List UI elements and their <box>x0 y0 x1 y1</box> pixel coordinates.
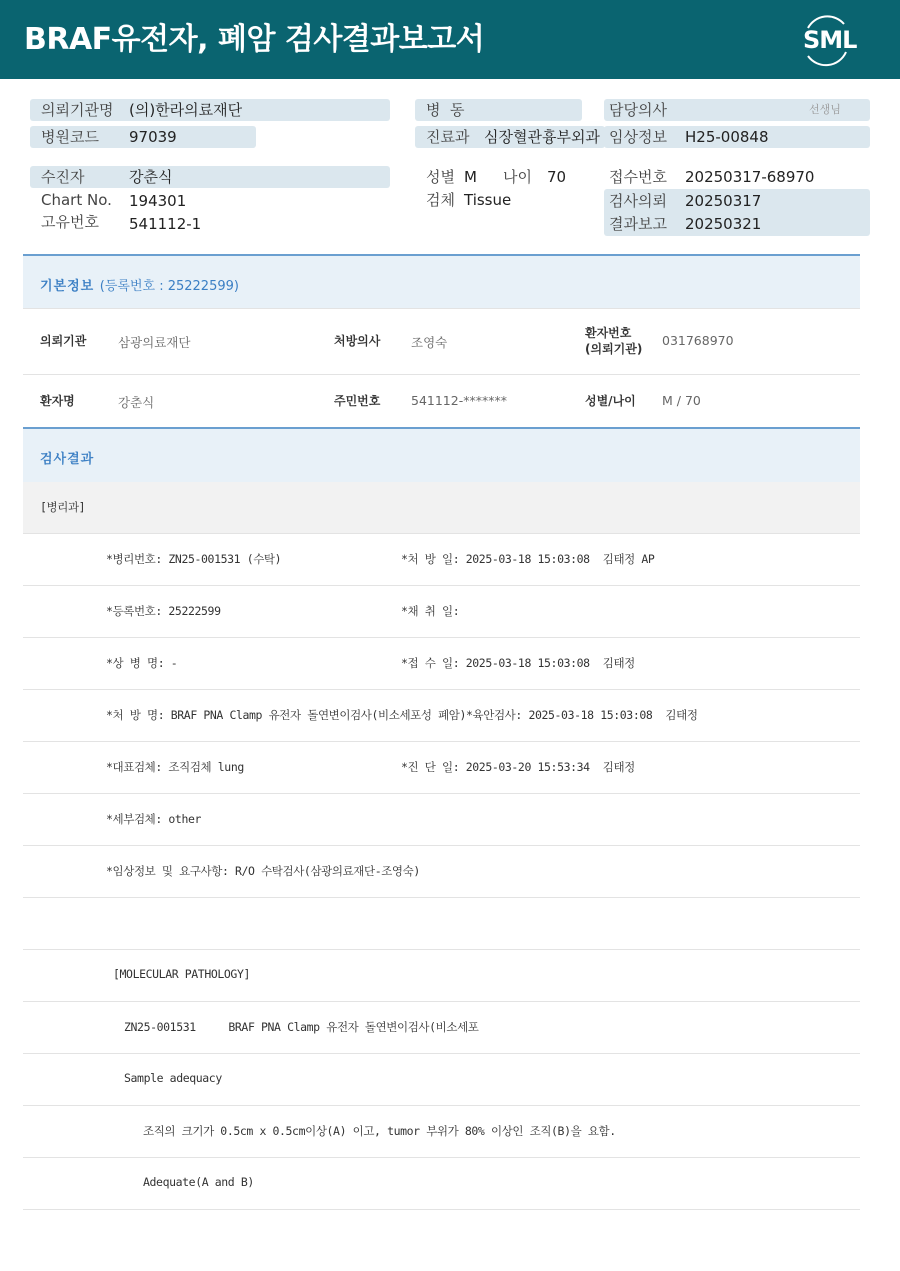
ward-label: 병 동 <box>426 101 465 119</box>
result-left: *병리번호: ZN25-001531 (수탁) <box>106 552 282 566</box>
result-row <box>23 950 860 1002</box>
uid-label: 고유번호 <box>41 213 99 231</box>
info-label: 주민번호 <box>334 394 381 408</box>
info-value: 삼광의료재단 <box>118 335 191 350</box>
info-label: 환자번호 (의뢰기관) <box>585 326 643 356</box>
logo-text: SML <box>803 26 857 54</box>
age-label: 나이 <box>503 168 532 186</box>
clinical-label: 임상정보 <box>609 128 667 146</box>
info-value: 031768970 <box>662 333 734 348</box>
info-value: 조영숙 <box>411 335 448 350</box>
request-label: 검사의뢰 <box>609 192 667 210</box>
hospital-code-label: 병원코드 <box>41 128 99 146</box>
result-left: *등록번호: 25222599 <box>106 604 221 618</box>
result-row <box>23 742 860 794</box>
result-left: *상 병 명: - <box>106 656 178 670</box>
result-left: *처 방 명: BRAF PNA Clamp 유전자 돌연변이검사(비소세포성 폐암)*육안검사: 2025-03-18 15:03:08 김태정 <box>106 708 698 722</box>
institution-label: 의뢰기관명 <box>41 101 114 119</box>
result-left: *대표검체: 조직검체 lung <box>106 760 244 774</box>
result-left: Sample adequacy <box>124 1071 222 1085</box>
result-left: ZN25-001531 BRAF PNA Clamp 유전자 돌연변이검사(비소세포 <box>124 1020 479 1034</box>
basic-info-title-text: 기본정보 <box>40 279 95 294</box>
result-row <box>23 1054 860 1106</box>
chart-value: 194301 <box>129 192 187 210</box>
results-header <box>23 427 860 483</box>
result-row <box>23 638 860 690</box>
request-value: 20250317 <box>685 192 762 210</box>
basic-info-header <box>23 254 860 309</box>
results-title: 검사결과 <box>40 452 95 467</box>
uid-value: 541112-1 <box>129 215 202 233</box>
dept-value: 심장혈관흉부외과 <box>484 128 600 146</box>
basic-info-title <box>40 275 239 294</box>
result-row-empty <box>23 898 860 950</box>
institution-value: (의)한라의료재단 <box>129 101 243 119</box>
result-row <box>23 690 860 742</box>
info-label: 처방의사 <box>334 334 381 348</box>
chart-label: Chart No. <box>41 191 112 209</box>
hospital-code-value: 97039 <box>129 128 177 146</box>
receipt-label: 접수번호 <box>609 168 667 186</box>
result-row <box>23 1002 860 1054</box>
patient-value: 강춘식 <box>129 168 173 186</box>
result-left: [MOLECULAR PATHOLOGY] <box>113 967 250 981</box>
result-left: Adequate(A and B) <box>143 1175 254 1189</box>
info-label: 환자명 <box>40 394 75 408</box>
result-row <box>23 1106 860 1158</box>
report-title: BRAF유전자, 폐암 검사결과보고서 <box>24 22 485 57</box>
info-value: M / 70 <box>662 393 701 408</box>
age-value: 70 <box>547 168 567 186</box>
result-row <box>23 794 860 846</box>
result-right: *처 방 일: 2025-03-18 15:03:08 김태정 AP <box>401 552 655 566</box>
result-right: *진 단 일: 2025-03-20 15:53:34 김태정 <box>401 760 635 774</box>
info-label: 성별/나이 <box>585 394 636 408</box>
doctor-label: 담당의사 <box>609 101 667 119</box>
dept-label: 진료과 <box>426 128 470 146</box>
registration-number: (등록번호 : 25222599) <box>99 279 239 294</box>
result-row <box>23 846 860 898</box>
sml-logo <box>796 12 856 68</box>
result-right: *접 수 일: 2025-03-18 15:03:08 김태정 <box>401 656 635 670</box>
specimen-value: Tissue <box>464 191 512 209</box>
sex-label: 성별 <box>426 168 455 186</box>
info-label: 의뢰기관 <box>40 334 87 348</box>
report-date-label: 결과보고 <box>609 215 667 233</box>
info-row-2 <box>23 375 860 428</box>
report-header <box>0 0 900 79</box>
result-right: *채 취 일: <box>401 604 460 618</box>
result-row <box>23 1158 860 1210</box>
specimen-label: 검체 <box>426 191 455 209</box>
info-value: 541112-******* <box>411 393 507 408</box>
report-date-value: 20250321 <box>685 215 762 233</box>
result-left: 조직의 크기가 0.5cm x 0.5cm이상(A) 이고, tumor 부위가 80% 이상인 조직(B)을 요함. <box>143 1124 616 1138</box>
result-left: *세부검체: other <box>106 812 202 826</box>
result-left: *임상정보 및 요구사항: R/O 수탁검사(삼광의료재단-조영숙) <box>106 864 420 878</box>
patient-label: 수진자 <box>41 168 85 186</box>
result-row <box>23 586 860 638</box>
doctor-suffix: 선생님 <box>809 103 841 116</box>
dept-header: [병리과] <box>40 500 86 514</box>
receipt-value: 20250317-68970 <box>685 168 815 186</box>
info-row-1 <box>23 308 860 375</box>
clinical-value: H25-00848 <box>685 128 769 146</box>
sex-value: M <box>464 168 477 186</box>
result-row <box>23 534 860 586</box>
info-value: 강춘식 <box>118 395 155 410</box>
dept-header-row <box>23 482 860 534</box>
